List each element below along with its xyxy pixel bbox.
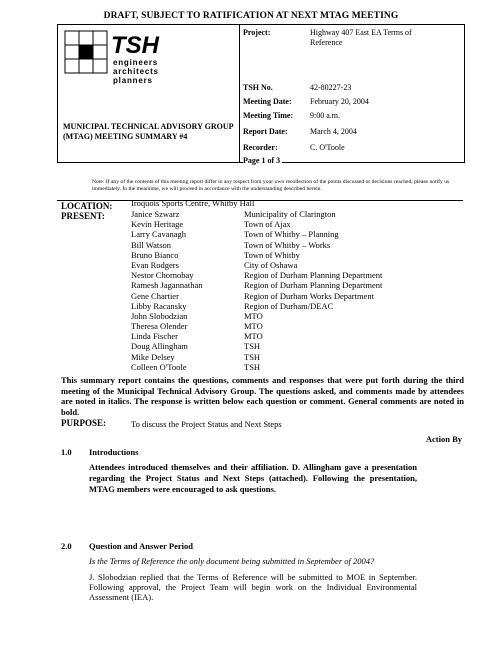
attendee-name: Larry Cavanagh [131,229,186,240]
report-date-value: March 4, 2004 [310,127,357,136]
list-item [131,341,382,351]
note-divider [57,200,463,201]
attendee-list [131,209,382,372]
list-item [131,352,382,362]
present-label: PRESENT: [61,211,105,221]
attendee-name: Janice Szwarz [131,209,180,219]
tsh-logo-graphic [63,29,175,91]
attendee-org: MTO [244,321,263,332]
section-title: Introductions [89,447,139,457]
section-text: Attendees introduced themselves and their affiliation. D. Allingham gave a presentation regarding the Project Status and Next Steps (attached). Following the presentation, MTAG members were encouraged to ask questions. [89,462,417,494]
purpose-value: To discuss the Project Status and Next Steps [131,419,282,429]
section-number: 2.0 [61,541,72,551]
list-item [131,362,382,372]
list-item [131,250,382,260]
disclaimer-note: Note: If any of the contents of this meeting report differ in any respect from your own recollection of the points discussed or decisions reached, please notify us immediately. In the meantime, we will proceed in accordance with the understanding described herein. [92,179,450,193]
purpose-label: PURPOSE: [61,418,106,428]
attendee-org: City of Oshawa [244,259,298,270]
list-item [131,219,382,229]
attendee-name: Doug Allingham [131,341,188,352]
attendee-name: Bruno Bianco [131,249,179,260]
location-label: LOCATION: [61,201,113,211]
attendee-org: Region of Durham/DEAC [244,300,334,311]
attendee-name: Bill Watson [131,239,172,250]
meeting-date-value: February 20, 2004 [310,97,369,106]
summary-paragraph: This summary report contains the questions, comments and responses that were put forth during the third meeting of the Municipal Technical Advisory Group. The questions asked, and comments made by attendees are noted in italics. The response is written below each question or comment. General comments are noted in bold. [61,375,464,417]
attendee-org: MTO [244,331,263,342]
recorder-label: Recorder: [243,143,278,152]
logo-line-3: planners [113,76,153,85]
attendee-org: Region of Durham Planning Department [244,270,383,281]
attendee-org: Region of Durham Works Department [244,290,374,301]
attendee-name: Kevin Heritage [131,219,184,230]
list-item [131,240,382,250]
attendee-name: Linda Fischer [131,331,178,342]
list-item [131,270,382,280]
attendee-name: Gene Chartier [131,290,179,301]
report-date-label: Report Date: [243,127,288,136]
attendee-org: Town of Whitby [244,249,300,260]
section-title: Question and Answer Period [89,541,193,551]
meeting-date-label: Meeting Date: [243,97,292,106]
action-by-heading: Action By [425,434,462,444]
list-item [131,311,382,321]
page-number: Page 1 of 3 [243,156,281,165]
project-value: Highway 407 East EA Terms of Reference [310,28,412,47]
attendee-name: Mike Delsey [131,351,175,362]
list-item [131,301,382,311]
answer-text: J. Slobodzian replied that the Terms of Reference will be submitted to MOE in September. Following approval, the Project Team will begin work on the Individual Environmental Assessment (IEA). [89,572,417,603]
list-item [131,280,382,290]
project-label: Project: [243,28,271,37]
tsh-no-label: TSH No. [243,83,273,92]
list-item [131,260,382,270]
logo-line-1: engineers [113,58,158,67]
list-item [131,321,382,331]
list-item [131,229,382,239]
attendee-org: Town of Whitby – Works [244,239,331,250]
attendee-name: Libby Racansky [131,300,187,311]
question-text: Is the Terms of Reference the only document being submitted in September of 2004? [89,556,375,566]
attendee-name: Nestor Chornobay [131,270,194,281]
list-item [131,331,382,341]
list-item [131,209,382,219]
section-number: 1.0 [61,447,72,457]
attendee-name: Evan Rodgers [131,259,179,270]
attendee-name: Theresa Olender [131,321,188,332]
meeting-time-label: Meeting Time: [243,111,294,120]
tsh-logo [63,29,175,91]
logo-line-2: architects [113,67,159,76]
recorder-value: C. O'Toole [310,143,345,152]
attendee-org: TSH [244,361,261,372]
list-item [131,291,382,301]
location-value: Iroquois Sports Centre, Whitby Hall [131,198,255,208]
logo-mark: TSH [111,32,159,59]
attendee-name: Ramesh Jagannathan [131,280,203,291]
meeting-time-value: 9:00 a.m. [310,111,340,120]
attendee-org: TSH [244,341,261,352]
report-title: MUNICIPAL TECHNICAL ADVISORY GROUP (MTAG) MEETING SUMMARY #4 [63,122,234,141]
attendee-org: Town of Whitby – Planning [244,229,339,240]
attendee-name: Colleen O'Toole [131,361,187,372]
attendee-org: Municipality of Clarington [244,209,336,219]
attendee-org: TSH [244,351,261,362]
tsh-no-value: 42-80227-23 [310,83,352,92]
draft-header: DRAFT, SUBJECT TO RATIFICATION AT NEXT MTAG MEETING [103,11,399,21]
attendee-org: Region of Durham Planning Department [244,280,383,291]
attendee-name: John Slobodzian [131,310,188,321]
header-divider [239,24,240,162]
attendee-org: MTO [244,310,263,321]
attendee-org: Town of Ajax [244,219,291,230]
